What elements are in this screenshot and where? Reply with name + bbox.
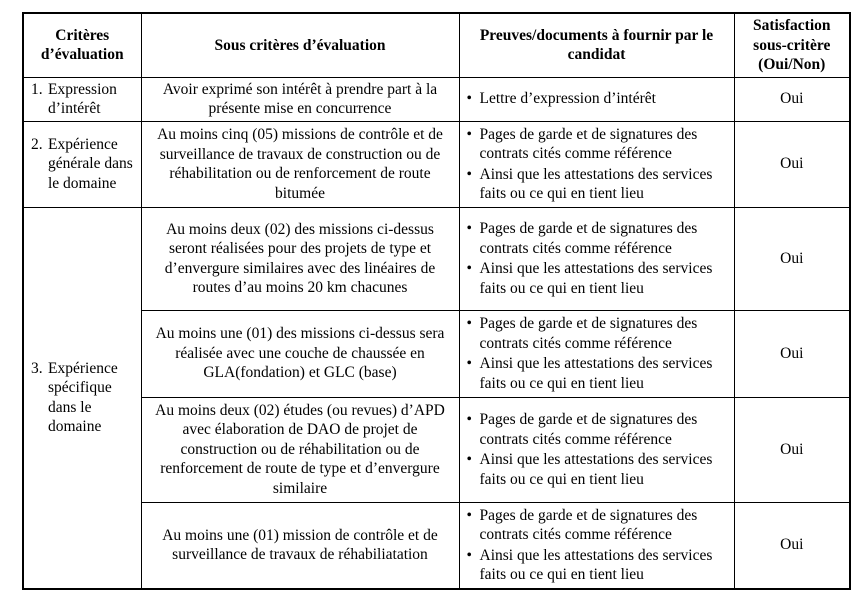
header-criteria: Critères d’évaluation bbox=[23, 13, 141, 77]
evidence-bullet: • Pages de garde et de signatures des contrats cités comme référence bbox=[464, 410, 730, 449]
row-experience-specifique-2 bbox=[23, 310, 850, 397]
criterion-cell bbox=[23, 121, 141, 207]
evidence-cell bbox=[459, 310, 734, 397]
evidence-bullet: • Pages de garde et de signatures des contrats cités comme référence bbox=[464, 506, 730, 545]
evidence-cell bbox=[459, 77, 734, 121]
sub-criterion-cell: Au moins deux (02) des missions ci-dessus seront réalisées pour des projets de type et d’envergure similaires avec des linéaires de routes d’au moins 20 km chacunes bbox=[141, 207, 459, 310]
sub-criterion-cell: Au moins deux (02) études (ou revues) d’APD avec élaboration de DAO de projet de construction ou de réhabilitation ou de renforcement de route de type et d’envergure similaire bbox=[141, 397, 459, 502]
row-experience-specifique-3 bbox=[23, 397, 850, 502]
evidence-bullet: • Ainsi que les attestations des services faits ou ce qui en tient lieu bbox=[464, 259, 730, 298]
header-row bbox=[23, 13, 850, 77]
criterion-cell bbox=[23, 77, 141, 121]
satisfaction-cell: Oui bbox=[734, 121, 850, 207]
header-evidence: Preuves/documents à fournir par le candidat bbox=[459, 13, 734, 77]
evidence-bullet: • Ainsi que les attestations des services faits ou ce qui en tient lieu bbox=[464, 354, 730, 393]
evidence-bullet: • Ainsi que les attestations des services faits ou ce qui en tient lieu bbox=[464, 165, 730, 204]
evidence-bullet: • Lettre d’expression d’intérêt bbox=[464, 89, 730, 109]
evidence-bullet: • Ainsi que les attestations des services faits ou ce qui en tient lieu bbox=[464, 546, 730, 585]
row-experience-specifique-4 bbox=[23, 502, 850, 589]
criterion-text: Expérience générale dans le domaine bbox=[48, 135, 133, 192]
header-satisfaction: Satisfaction sous-critère (Oui/Non) bbox=[734, 13, 850, 77]
evidence-bullet: • Ainsi que les attestations des services faits ou ce qui en tient lieu bbox=[464, 450, 730, 489]
evidence-bullet: • Pages de garde et de signatures des contrats cités comme référence bbox=[464, 314, 730, 353]
criterion-label bbox=[31, 135, 139, 194]
evidence-cell bbox=[459, 397, 734, 502]
criterion-label bbox=[31, 80, 139, 119]
row-experience-specifique-1 bbox=[23, 207, 850, 310]
evaluation-criteria-table bbox=[22, 12, 851, 590]
header-sub-criteria: Sous critères d’évaluation bbox=[141, 13, 459, 77]
criterion-label bbox=[31, 359, 139, 437]
satisfaction-cell: Oui bbox=[734, 77, 850, 121]
sub-criterion-cell: Au moins cinq (05) missions de contrôle et de surveillance de travaux de construction ou de réhabilitation ou de renforcement de route bitumée bbox=[141, 121, 459, 207]
criterion-text: Expérience spécifique dans le domaine bbox=[48, 359, 118, 436]
evidence-bullet: • Pages de garde et de signatures des contrats cités comme référence bbox=[464, 125, 730, 164]
criterion-text: Expression d’intérêt bbox=[48, 80, 117, 118]
sub-criterion-cell: Au moins une (01) mission de contrôle et de surveillance de travaux de réhabiliatation bbox=[141, 502, 459, 589]
evidence-cell bbox=[459, 502, 734, 589]
row-expression-interet bbox=[23, 77, 850, 121]
evidence-cell bbox=[459, 207, 734, 310]
satisfaction-cell: Oui bbox=[734, 502, 850, 589]
sub-criterion-cell: Au moins une (01) des missions ci-dessus sera réalisée avec une couche de chaussée en GLA(fondation) et GLC (base) bbox=[141, 310, 459, 397]
satisfaction-cell: Oui bbox=[734, 397, 850, 502]
satisfaction-cell: Oui bbox=[734, 207, 850, 310]
row-experience-generale bbox=[23, 121, 850, 207]
sub-criterion-cell: Avoir exprimé son intérêt à prendre part à la présente mise en concurrence bbox=[141, 77, 459, 121]
criterion-number: 3. bbox=[31, 359, 43, 377]
criterion-number: 2. bbox=[31, 135, 43, 153]
satisfaction-cell: Oui bbox=[734, 310, 850, 397]
criterion-number: 1. bbox=[31, 80, 43, 98]
evidence-cell bbox=[459, 121, 734, 207]
criterion-cell bbox=[23, 207, 141, 589]
evidence-bullet: • Pages de garde et de signatures des contrats cités comme référence bbox=[464, 219, 730, 258]
